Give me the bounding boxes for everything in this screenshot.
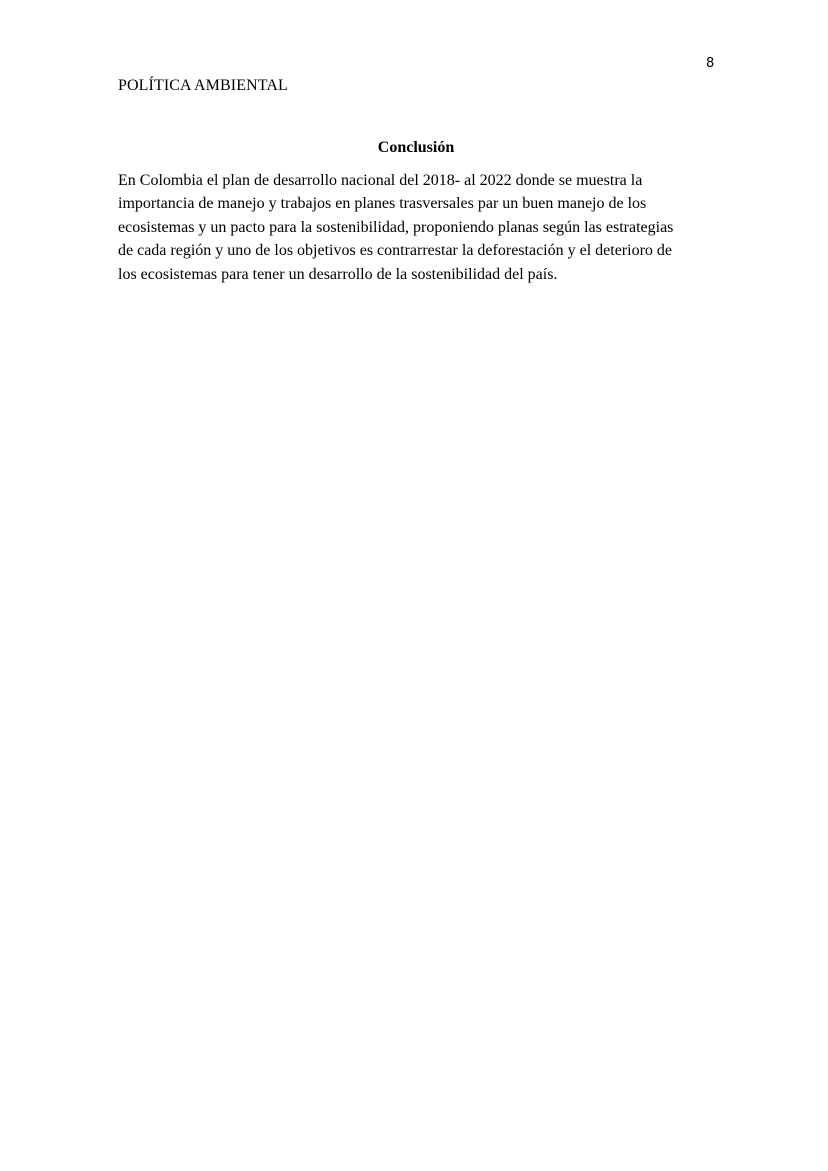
running-head: POLÍTICA AMBIENTAL — [118, 77, 288, 94]
paragraph-line: de cada región y uno de los objetivos es contrarrestar la deforestación y el deterioro de — [118, 242, 673, 260]
paragraph-line: En Colombia el plan de desarrollo nacional del 2018- al 2022 donde se muestra la — [118, 172, 643, 189]
body-paragraph — [118, 169, 718, 286]
paragraph-line: ecosistemas y un pacto para la sostenibilidad, proponiendo planas según las estrategias — [118, 218, 674, 236]
paragraph-line: importancia de manejo y trabajos en planes trasversales par un buen manejo de los — [118, 195, 647, 213]
page-number: 8 — [706, 56, 715, 71]
paragraph-line: los ecosistemas para tener un desarrollo de la sostenibilidad del país. — [118, 265, 558, 283]
section-heading: Conclusión — [377, 139, 455, 156]
